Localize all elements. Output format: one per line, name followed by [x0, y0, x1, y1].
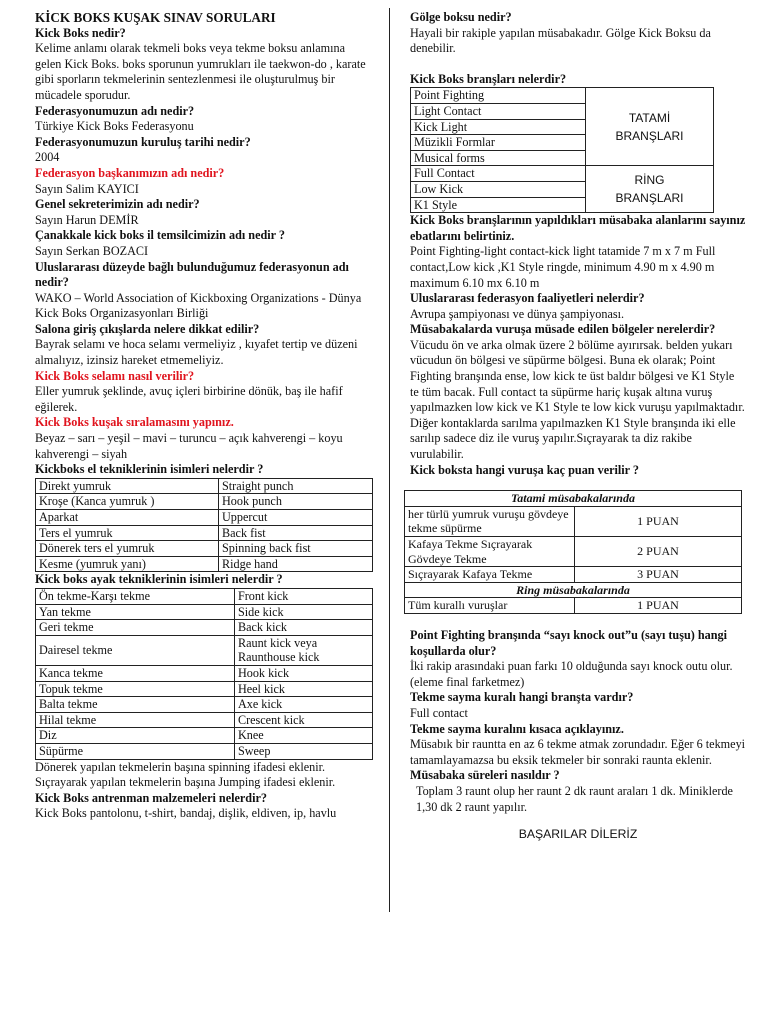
table-row: Topuk tekme Heel kick: [36, 681, 373, 697]
question: Tekme sayma kuralını kısaca açıklayınız.: [410, 721, 624, 736]
question: Müsabakalarda vuruşa müsade edilen bölgeler nerelerdir?: [410, 322, 716, 337]
answer: İki rakip arasındaki puan farkı 10 olduğunda sayı knock outu olur. (eleme final farketmez): [410, 659, 733, 689]
table-row: Direkt yumruk Straight punch: [36, 478, 373, 494]
right-column: [410, 10, 746, 843]
answer: 2004: [35, 150, 60, 165]
answer: Vücudu ön ve arka olmak üzere 2 bölüme ayırırsak. belden yukarı vücudun ön bölgesi ve süpürme bölgesi. Buna ek olarak; Point Fighting branşında ense, low kick te üst baldır bölgesi ve K1 Style te tüm bacak. Full contact ta süpürme hariç kuşak altına vuruş yapılmazken low kick ve K1 Style te low kick vuruşu yapılmaktadır. Diğer kontaklarda sarılma yapılmazken K1 Style branşında iki elle sarılıp sadece diz ile vuruş yapılır.Sıçrayarak ta diz rakibe vurulabilir.: [410, 337, 745, 462]
table-row: Kick Light: [411, 119, 714, 135]
question: Federasyon başkanımızın adı nedir?: [35, 165, 225, 180]
table-row: Ring müsabakalarında: [405, 582, 742, 598]
answer: WAKO – World Association of Kickboxing Organizations - Dünya Kick Boks Organizasyonları Birliği: [35, 290, 362, 321]
closing-message: BAŞARILAR DİLERİZ: [518, 827, 638, 842]
table-row: Yan tekme Side kick: [36, 604, 373, 620]
table-row: Musical forms: [411, 150, 714, 166]
table-row: Tüm kurallı vuruşlar 1 PUAN: [405, 598, 742, 614]
table-row: Geri tekme Back kick: [36, 620, 373, 636]
question: Kick Boks branşlarının yapıldıkları müsabaka alanlarını sayınız ebatlarını belirtiniz.: [410, 213, 746, 243]
table-row: Sıçrayarak Kafaya Tekme 3 PUAN: [405, 567, 742, 583]
question: Kick Boks nedir?: [35, 25, 126, 40]
scoring-table: [404, 490, 742, 614]
answer: Hayali bir rakiple yapılan müsabakadır. Gölge Kick Boksu da denebilir.: [410, 25, 711, 56]
question: Uluslararası federasyon faaliyetleri nelerdir?: [410, 291, 645, 306]
foot-techniques-table: [35, 588, 373, 760]
answer: Kick Boks pantolonu, t-shirt, bandaj, dişlik, eldiven, ip, havlu: [35, 806, 337, 821]
hand-techniques-table: [35, 478, 373, 573]
question: Genel sekreterimizin adı nedir?: [35, 197, 200, 212]
table-row: Dönerek ters el yumruk Spinning back fist: [36, 541, 373, 557]
table-row: Hilal tekme Crescent kick: [36, 712, 373, 728]
answer: Müsabık bir rauntta en az 6 tekme atmak zorundadır. Eğer 6 tekmeyi tamamlayamazsa bu eksik tekmeler bir sonraki raunta eklenir.: [410, 737, 746, 767]
question: Federasyonumuzun kuruluş tarihi nedir?: [35, 134, 251, 149]
answer: Sayın Salim KAYICI: [35, 181, 139, 196]
answer: Kelime anlamı olarak tekmeli boks veya tekme boksu anlamına gelen Kick Boks. boks sporunun yumrukları ile taekwon-do , karate gibi sporların tekmelerinin sentezlenmesi ile oluşturulmuş bir mücadele sporudur.: [35, 41, 366, 102]
answer: Sayın Serkan BOZACI: [35, 243, 149, 258]
question: Kick Boks branşları nelerdir?: [410, 71, 567, 86]
table-row: Low Kick: [411, 181, 714, 197]
table-row: Müzikli Formlar: [411, 135, 714, 151]
answer: Avrupa şampiyonası ve dünya şampiyonası.: [410, 306, 625, 321]
question: Uluslararası düzeyde bağlı bulunduğumuz federasyonun adı nedir?: [35, 259, 349, 290]
table-row: Kesme (yumruk yanı) Ridge hand: [36, 556, 373, 572]
document-title: KİCK BOKS KUŞAK SINAV SORULARI: [35, 10, 276, 25]
question: Kick Boks kuşak sıralamasını yapınız.: [35, 415, 234, 430]
ring-group-cell: RİNG BRANŞLARI: [586, 166, 714, 213]
table-row: Balta tekme Axe kick: [36, 697, 373, 713]
question: Kick Boks antrenman malzemeleri nelerdir?: [35, 790, 267, 805]
table-row: Ters el yumruk Back fist: [36, 525, 373, 541]
question: Point Fighting branşında “sayı knock out”u (sayı tuşu) hangi koşullarda olur?: [410, 627, 727, 658]
answer: Full contact: [410, 705, 468, 720]
question: Kickboks el tekniklerinin isimleri nelerdir ?: [35, 462, 264, 477]
table-row: Kafaya Tekme Sıçrayarak Gövdeye Tekme 2 PUAN: [405, 537, 742, 567]
table-row: Point Fighting TATAMİ BRANŞLARI: [411, 88, 714, 104]
table-row: Kroşe (Kanca yumruk ) Hook punch: [36, 494, 373, 510]
table-row: K1 Style: [411, 197, 714, 213]
answer: Bayrak selamı ve hoca selamı vermeliyiz , kıyafet tertip ve düzeni almalıyız, izinsiz hareket etmemeliyiz.: [35, 337, 358, 368]
table-row: Full Contact RİNG BRANŞLARI: [411, 166, 714, 182]
table-row: her türlü yumruk vuruşu gövdeye tekme süpürme 1 PUAN: [405, 506, 742, 536]
question: Kick Boks selamı nasıl verilir?: [35, 368, 195, 383]
answer: Point Fighting-light contact-kick light tatamide 7 m x 7 m Full contact,Low kick ,K1 Style ringde, minimum 4.90 m x 4.90 m maximum 6.10 mx 6.10 m: [410, 244, 716, 290]
answer: Beyaz – sarı – yeşil – mavi – turuncu – açık kahverengi – koyu kahverengi – siyah: [35, 431, 343, 461]
question: Çanakkale kick boks il temsilcimizin adı nedir ?: [35, 228, 285, 243]
question: Kick boksta hangi vuruşa kaç puan verilir ?: [410, 462, 640, 477]
question: Müsabaka süreleri nasıldır ?: [410, 768, 560, 783]
answer: Eller yumruk şeklinde, avuç içleri birbirine dönük, baş ile hafif eğilerek.: [35, 384, 343, 414]
answer: Türkiye Kick Boks Federasyonu: [35, 119, 194, 134]
table-row: Dairesel tekme Raunt kick veya Raunthouse kick: [36, 635, 373, 665]
answer: Sayın Harun DEMİR: [35, 212, 139, 227]
answer: Toplam 3 raunt olup her raunt 2 dk raunt araları 1 dk. Miniklerde 1,30 dk 2 raunt yapılır.: [416, 783, 733, 814]
table-row: Aparkat Uppercut: [36, 510, 373, 526]
question: Gölge boksu nedir?: [410, 10, 512, 24]
table-row: Kanca tekme Hook kick: [36, 665, 373, 681]
question: Tekme sayma kuralı hangi branşta vardır?: [410, 690, 634, 705]
table-row: Ön tekme-Karşı tekme Front kick: [36, 588, 373, 604]
question: Federasyonumuzun adı nedir?: [35, 103, 195, 118]
left-column: [35, 10, 373, 822]
note-text: Dönerek yapılan tekmelerin başına spinning ifadesi eklenir. Sıçrayarak yapılan tekmelerin başına Jumping ifadesi eklenir.: [35, 759, 336, 790]
question: Salona giriş çıkışlarda nelere dikkat edilir?: [35, 321, 260, 336]
table-row: Diz Knee: [36, 728, 373, 744]
branches-table: [410, 87, 714, 213]
table-row: Light Contact: [411, 103, 714, 119]
table-row: Süpürme Sweep: [36, 743, 373, 759]
question: Kick boks ayak tekniklerinin isimleri nelerdir ?: [35, 572, 283, 587]
tatami-group-cell: TATAMİ BRANŞLARI: [586, 88, 714, 166]
table-row: Tatami müsabakalarında: [405, 491, 742, 507]
column-divider: [389, 8, 390, 912]
